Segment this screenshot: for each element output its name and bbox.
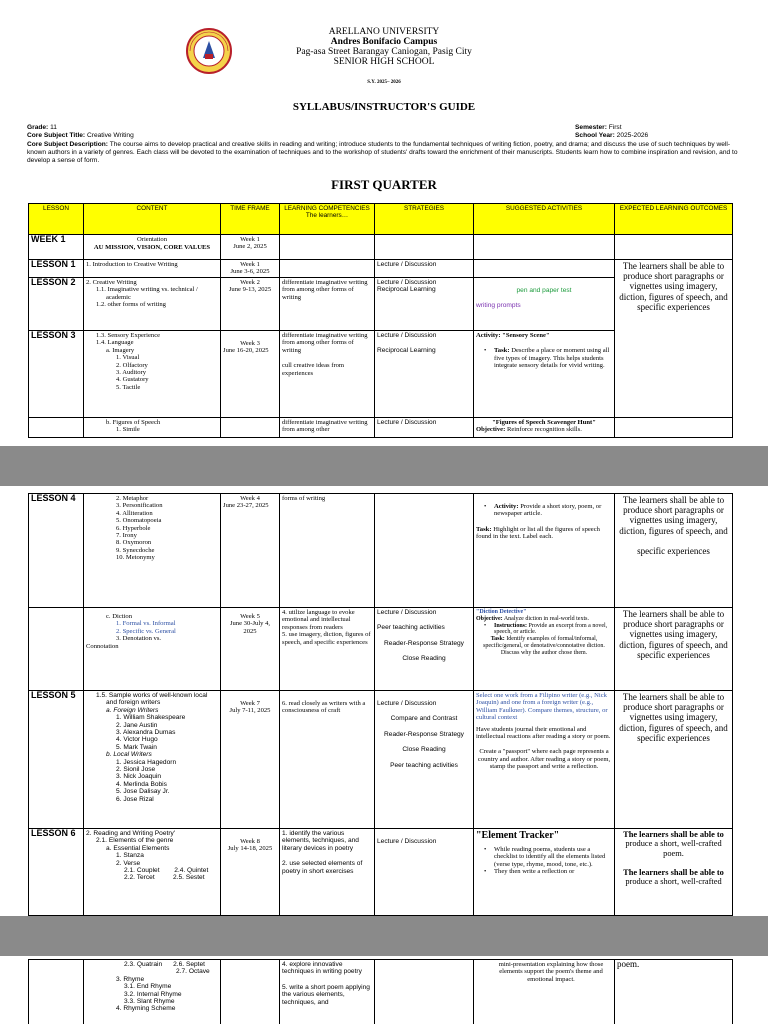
lesson-label (29, 608, 84, 691)
competency-cell: differentiate imaginative writing from among other (280, 418, 375, 438)
strategy-cell (375, 829, 474, 916)
content-line (86, 874, 218, 881)
objective-label: Objective: (476, 426, 506, 434)
content-cell (84, 829, 221, 916)
verse-sestet: 2.5. Sestet (173, 874, 205, 882)
lesson-label: LESSON 1 (29, 260, 84, 278)
strategy-line: Reader-Response Strategy (384, 730, 464, 738)
verse-septet: 2.6. Septet (173, 961, 206, 968)
strategy-line: Peer teaching activities (390, 761, 458, 769)
time-cell (221, 260, 280, 278)
content-line: 1.1. Imaginative writing vs. technical / (96, 286, 198, 294)
time-date: June 16-20, 2025 (223, 347, 269, 355)
outcome-cell (615, 494, 733, 608)
lesson-label: LESSON 5 (29, 691, 84, 829)
instructions-label: Instructions: (494, 622, 528, 629)
time-cell (221, 331, 280, 418)
task-label: Task: (490, 636, 505, 643)
verse-quatrain: 2.3. Quatrain (124, 961, 163, 968)
subject-value: Creative Writing (86, 132, 134, 140)
col-strategies: STRATEGIES (375, 204, 474, 235)
competency-line: 4. utilize language to evoke emotional and intellectual responses from readers (282, 609, 355, 631)
time-week: Week 5 (240, 613, 260, 620)
outcome-cell (615, 829, 733, 916)
page-1 (0, 0, 768, 446)
time-date: June 30-July 4, 2025 (229, 620, 271, 635)
objective-text: Reinforce recognition skills. (506, 426, 582, 434)
content-line: 3. Denotation vs. (116, 635, 162, 643)
school-year-short: S.Y. 2025– 2026 (367, 80, 401, 85)
time-week: Week 1 (240, 261, 260, 268)
content-line: 1. Jessica Hagedorn (116, 758, 177, 766)
content-line: 5. Tactile (116, 383, 141, 391)
description-label: Core Subject Description: (27, 140, 108, 148)
course-info (27, 124, 739, 165)
competency-cell (280, 829, 375, 916)
col-competencies-sub: The learners… (305, 212, 349, 220)
competency-cell: differentiate imaginative writing from among other forms of writing (280, 278, 375, 331)
strategy-line: Lecture / Discussion (377, 609, 437, 616)
activity-cell (474, 418, 615, 438)
activity-cell (474, 960, 615, 1024)
content-line: 3. Auditory (116, 369, 147, 377)
activity-bullet (476, 623, 612, 637)
outcome-cell: poem. (615, 960, 733, 1024)
time-cell (221, 235, 280, 260)
time-week: Week 2 (240, 279, 260, 286)
competency-cell (280, 235, 375, 260)
content-line: a. Essential Elements (106, 844, 170, 852)
content-line: 2. Metaphor (116, 495, 149, 502)
time-cell (221, 960, 280, 1024)
document-title: SYLLABUS/INSTRUCTOR'S GUIDE (292, 101, 476, 113)
activity-bullet: • While reading poems, students use a checklist to identify all the elements listed (verse type, rhyme, mood, tone, etc.). (476, 846, 612, 868)
content-line: 10. Metonymy (116, 554, 155, 562)
content-line: a. Imagery (106, 346, 135, 354)
outcome-text: The learners shall be able to produce short paragraphs or vignettes using imagery, diction, figures of speech, and (619, 495, 728, 536)
content-line: 4. Gustatory (116, 376, 149, 384)
task-text: Describe a place or moment using all five types of imagery. This helps students integrate sensory details for vivid writing. (494, 347, 610, 370)
col-lesson: LESSON (29, 204, 84, 235)
task-text: Highlight or list all the figures of speech found in the text. Label each. (476, 525, 600, 541)
outcome-cell: The learners shall be able to produce short paragraphs or vignettes using imagery, diction, figures of speech, and specific experiences (615, 260, 733, 418)
table-row (29, 260, 733, 278)
content-line: 4. Victor Hugo (116, 736, 158, 744)
syllabus-table-page-3 (28, 959, 733, 1024)
activity-title: Activity: "Sensory Scene" (476, 332, 550, 339)
content-cell (84, 960, 221, 1024)
lesson-label (29, 418, 84, 438)
description-value: The course aims to develop practical and creative skills in reading and writing; introduce students to the fundamental techniques of writing fiction, poetry, and drama; and discuss the use of such techniques by well-known authors in a variety of genres. Each class will be devoted to the examination of techniques and to the workshop of students' drafts toward the enrichment of their manuscripts. Students learn how to combine inspiration and revision, and to develop a sense of form. (27, 140, 738, 165)
content-line: 5. Mark Twain (116, 743, 157, 751)
activity-cell (474, 829, 615, 916)
task-text: Identify examples of formal/informal, specific/general, or denotative/connotative diction. Discuss why the author chose them. (483, 636, 605, 656)
objective-label: Objective: (476, 615, 503, 622)
time-cell (221, 829, 280, 916)
semester-value: First (608, 124, 622, 131)
strategy-line: Close Reading (402, 746, 446, 754)
content-line: 3. Personification (116, 502, 163, 510)
content-cell (84, 331, 221, 418)
table-row (29, 691, 733, 829)
verse-couplet: 2.1. Couplet (124, 867, 160, 875)
content-cell (84, 691, 221, 829)
time-cell (221, 494, 280, 608)
activity-bullet: • They then write a reflection or (476, 868, 612, 875)
content-line: b. Local Writers (106, 751, 152, 759)
activity-text: Provide a short story, poem, or newspaper article. (494, 503, 602, 518)
competency-line: 6. read closely as writers with a consciousness of craft (282, 700, 366, 715)
task-label: Task: (476, 525, 492, 533)
strategy-line: Reader-Response Strategy (384, 639, 464, 647)
table-row (29, 960, 733, 1024)
syllabus-table-page-2 (28, 493, 733, 916)
content-line: 2.7. Octave (176, 968, 210, 976)
col-time-frame: TIME FRAME (221, 204, 280, 235)
instructions-text: Provide an excerpt from a novel, speech, or article. (494, 622, 608, 636)
content-line (86, 961, 218, 968)
activity-line: Create a "passport" where each page represents a country and author. After reading a story or poem, stamp the passport and write a reflection. (477, 748, 611, 771)
activity-cell (474, 278, 615, 331)
strategy-cell: Lecture / Discussion (375, 260, 474, 278)
time-date: June 23-27, 2025 (223, 502, 269, 510)
content-line: 4. Merlinda Bobis (116, 780, 167, 788)
activity-cell (474, 691, 615, 829)
content-line: 1.4. Language (96, 339, 134, 347)
content-line: 7. Irony (116, 532, 137, 540)
content-line: 3. Alexandra Dumas (116, 729, 176, 737)
competency-cell (280, 260, 375, 278)
address: Pag-asa Street Barangay Caniogan, Pasig City (296, 47, 472, 57)
competency-cell: forms of writing (280, 494, 375, 608)
activity-line: mini-presentation explaining how those elements support the poem's theme and emotional impact. (498, 961, 604, 983)
page-2 (0, 486, 768, 916)
objective-text: Analyze diction in real-world texts. (503, 615, 589, 622)
content-line: 4. Alliteration (116, 509, 153, 517)
content-line: 1. Visual (116, 354, 140, 362)
col-outcomes: EXPECTED LEARNING OUTCOMES (615, 204, 733, 235)
content-line: 3. Nick Joaquin (116, 773, 162, 781)
activity-line: writing prompts (476, 302, 521, 310)
strategy-line: Compare and Contrast (390, 715, 458, 723)
activity-label: Activity: (494, 503, 519, 510)
strategy-cell (375, 278, 474, 331)
content-line: 1. Simile (116, 426, 140, 434)
content-line: 2. Creative Writing (86, 279, 137, 286)
strategy-cell (375, 235, 474, 260)
strategy-line: Close Reading (402, 655, 446, 663)
content-line: and foreign writers (106, 699, 161, 707)
strategy-line: Peer teaching activities (377, 624, 445, 632)
activity-cell (474, 260, 615, 278)
table-row (29, 418, 733, 438)
task-label: Task: (494, 347, 510, 355)
lesson-label (29, 960, 84, 1024)
strategy-cell (375, 960, 474, 1024)
time-week: Week 4 (240, 495, 260, 502)
competency-line: differentiate imaginative writing from among other forms of writing (282, 332, 368, 354)
col-activities: SUGGESTED ACTIVITIES (474, 204, 615, 235)
grade-value: 11 (50, 124, 57, 131)
outcome-text: produce a short, well-crafted poem. (625, 839, 722, 858)
time-week: Week 3 (240, 340, 260, 347)
content-line: 2. Jane Austin (116, 721, 158, 729)
time-date: July 7-11, 2025 (229, 707, 271, 715)
content-line: 1. Formal vs. Informal (116, 620, 176, 628)
activity-cell (474, 608, 615, 691)
activity-cell (474, 235, 615, 260)
time-week: Week 8 (240, 838, 260, 845)
competency-cell (280, 691, 375, 829)
content-line: Orientation (136, 236, 168, 243)
content-line: 2. Specific vs. General (116, 627, 176, 635)
lesson-label: LESSON 3 (29, 331, 84, 418)
content-line: 2. Reading and Writing Poetry' (86, 830, 176, 837)
activity-line: Select one work from a Filipino writer (e.g., Nick Joaquin) and one from a foreign writer (e.g., William Faulkner). Compare themes, structure, or cultural context (476, 692, 608, 722)
competency-line: speech, and specific experiences (282, 638, 368, 646)
content-cell: 1. Introduction to Creative Writing (84, 260, 221, 278)
strategy-line: Lecture / Discussion (377, 332, 437, 339)
time-date: June 3-6, 2025 (230, 268, 270, 276)
content-line: 1.5. Sample works of well-known local (96, 692, 208, 699)
competency-line: 4. explore innovative techniques in writing poetry (282, 961, 362, 976)
table-row (29, 608, 733, 691)
content-line: 1. Stanza (116, 852, 144, 860)
task-line (476, 526, 612, 541)
time-week: Week 1 (240, 236, 260, 243)
content-cell (84, 494, 221, 608)
content-line: Connotation (86, 642, 119, 650)
time-date: June 9-13, 2025 (228, 286, 272, 294)
content-line: 2. Verse (116, 859, 141, 867)
strategy-cell (375, 494, 474, 608)
content-line: 3. Rhyme (116, 975, 145, 983)
activity-title: "Diction Detective" (476, 609, 527, 615)
outcome-bold: The learners shall be able to (623, 830, 724, 839)
competency-line: 2. use selected elements of poetry in short exercises (282, 860, 363, 875)
lesson-label: LESSON 6 (29, 829, 84, 916)
strategy-line: Lecture / Discussion (377, 279, 437, 286)
activity-cell (474, 331, 615, 418)
content-line: 6. Jose Rizal (116, 795, 154, 803)
content-line: 5. Onomatopoeia (116, 517, 162, 525)
content-line: 5. Jose Dalisay Jr. (116, 788, 170, 796)
outcome-cell: The learners shall be able to produce short paragraphs or vignettes using imagery, diction, figures of speech, and specific experiences (615, 608, 733, 691)
activity-title: "Element Tracker" (476, 830, 560, 841)
syllabus-table-page-1 (28, 203, 733, 438)
col-competencies (280, 204, 375, 235)
content-line: 1. William Shakespeare (116, 714, 186, 722)
competency-cell (280, 608, 375, 691)
strategy-cell (375, 608, 474, 691)
semester-label: Semester: (575, 124, 607, 131)
subject-label: Core Subject Title: (27, 132, 86, 140)
time-week: Week 7 (240, 700, 260, 707)
content-cell (84, 608, 221, 691)
strategy-line: Lecture / Discussion (377, 838, 437, 845)
competency-line: 1. identify the various elements, techniques, and literary devices in poetry (282, 830, 359, 852)
content-line: 1.2. other forms of writing (96, 301, 166, 309)
page-3 (0, 956, 768, 1024)
activity-bullet (476, 503, 612, 518)
activity-title: "Figures of Speech Scavenger Hunt" (492, 419, 596, 426)
table-row (29, 829, 733, 916)
competency-line: 5. write a short poem applying the various elements, techniques, and (282, 983, 370, 1006)
content-cell (84, 235, 221, 260)
university-name: ARELLANO UNIVERSITY (328, 27, 440, 37)
activity-line: pen and paper test (516, 287, 572, 294)
content-line: AU MISSION, VISION, CORE VALUES (93, 243, 211, 251)
outcome-cell (615, 418, 733, 438)
content-line: 6. Hyperbole (116, 524, 151, 532)
grade-label: Grade: (27, 124, 49, 131)
content-line (86, 867, 218, 874)
table-row (29, 494, 733, 608)
campus-name: Andres Bonifacio Campus (330, 37, 438, 47)
content-line: 9. Synecdoche (116, 546, 155, 554)
outcome-cell (615, 235, 733, 260)
school-year-value: 2025-2026 (616, 132, 649, 140)
time-date: June 2, 2025 (233, 243, 267, 251)
content-line: 2. Olfactory (116, 361, 148, 369)
content-line: academic (106, 293, 131, 301)
table-row (29, 235, 733, 260)
col-content: CONTENT (84, 204, 221, 235)
strategy-cell (375, 331, 474, 418)
strategy-line: Reciprocal Learning (377, 286, 436, 294)
time-date: July 14-18, 2025 (227, 845, 273, 853)
content-line: 1.3. Sensory Experience (96, 332, 161, 339)
school-year-label: School Year: (575, 132, 615, 140)
verse-tercet: 2.2. Tercet (124, 874, 155, 882)
activity-line: Have students journal their emotional and intellectual reactions after reading a story or poem. (476, 725, 611, 741)
time-cell (221, 278, 280, 331)
strategy-cell: Lecture / Discussion (375, 418, 474, 438)
content-line: a. Foreign Writers (106, 706, 159, 714)
outcome-bold: The learners shall be able to (623, 867, 724, 877)
outcome-cell: The learners shall be able to produce short paragraphs or vignettes using imagery, diction, figures of speech, and specific experiences (615, 691, 733, 829)
competency-cell (280, 960, 375, 1024)
activity-bullet (476, 347, 612, 369)
department: SENIOR HIGH SCHOOL (333, 57, 435, 67)
lesson-label: LESSON 2 (29, 278, 84, 331)
content-cell (84, 278, 221, 331)
lesson-label: WEEK 1 (29, 235, 84, 260)
strategy-cell (375, 691, 474, 829)
outcome-text: specific experiences (637, 546, 710, 557)
time-cell (221, 608, 280, 691)
strategy-line: Reciprocal Learning (377, 347, 436, 355)
outcome-text: produce a short, well-crafted (625, 877, 722, 887)
content-line: 2. Sionil Jose (116, 766, 156, 774)
activity-cell (474, 494, 615, 608)
content-line: 3.1. End Rhyme (124, 983, 172, 991)
verse-quintet: 2.4. Quintet (174, 867, 209, 875)
content-line: 8. Oxymoron (116, 539, 152, 547)
content-line: 4. Rhyming Scheme (116, 1005, 176, 1013)
content-cell (84, 418, 221, 438)
time-cell (221, 691, 280, 829)
lesson-label: LESSON 4 (29, 494, 84, 608)
col-competencies-label: LEARNING COMPETENCIES (284, 205, 370, 212)
strategy-line: Lecture / Discussion (377, 700, 437, 707)
quarter-title: FIRST QUARTER (331, 177, 437, 192)
content-line: 3.3. Slant Rhyme (124, 998, 175, 1006)
content-line: 2.1. Elements of the genre (96, 837, 174, 845)
competency-line: cull creative ideas from experiences (282, 362, 345, 377)
time-cell (221, 418, 280, 438)
content-line: b. Figures of Speech (106, 419, 161, 426)
content-line: 3.2. Internal Rhyme (124, 990, 182, 998)
competency-cell (280, 331, 375, 418)
competency-line: 5. use imagery, diction, figures of (282, 631, 371, 639)
content-line: c. Diction (106, 613, 133, 620)
